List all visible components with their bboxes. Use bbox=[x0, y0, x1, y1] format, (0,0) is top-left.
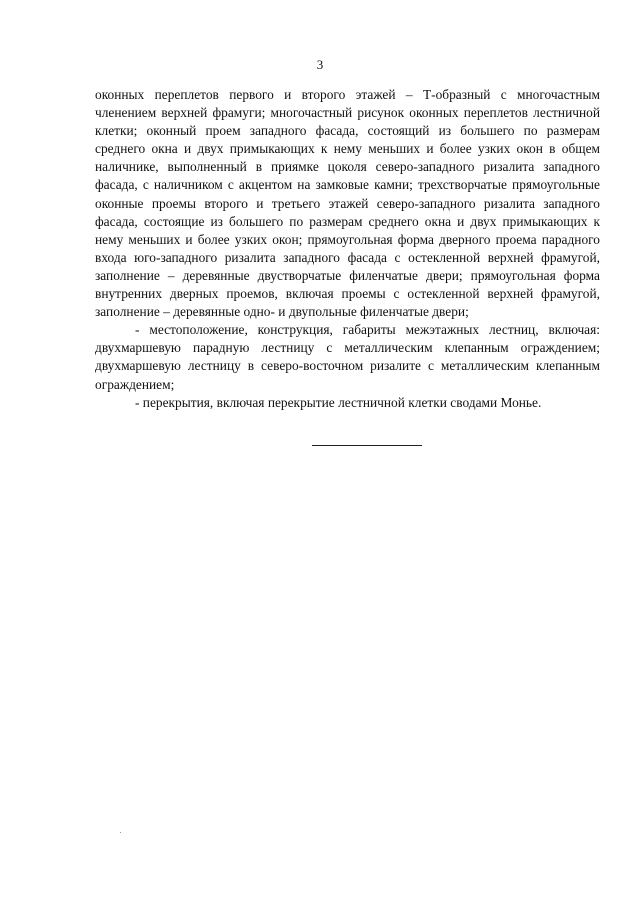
paragraph-windows-doors: оконных переплетов первого и второго этажей – Т-образный с многочастным членением верхней фрамуги; многочастный рисунок оконных переплетов лестничной клетки; оконный проем западного фасада, состоящий из большего по размерам среднего окна и двух примыкающих к нему меньших и более узких окон в общем наличнике, выполненный в приямке цоколя северо-западного ризалита западного фасада, с наличником с акцентом на замковые камни; трехстворчатые прямоугольные оконные проемы второго и третьего этажей северо-западного ризалита западного фасада, состоящие из большего по размерам среднего окна и двух примыкающих к нему меньших и более узких окон; прямоугольная форма дверного проема парадного входа юго-западного ризалита западного фасада с остекленной верхней фрамугой, заполнение – деревянные двустворчатые филенчатые двери; прямоугольная форма внутренних дверных проемов, включая проемы с остекленной верхней фрамугой, заполнение – деревянные одно- и двупольные филенчатые двери; bbox=[95, 87, 600, 320]
end-of-text-line bbox=[312, 445, 422, 446]
paragraph-floors: - перекрытия, включая перекрытие лестничной клетки сводами Монье. bbox=[135, 394, 542, 410]
paragraph-staircases: - местоположение, конструкция, габариты межэтажных лестниц, включая: двухмаршевую парадную лестницу с металлическим клепанным ограждением; двухмаршевую лестницу в северо-восточном ризалите с металлическим клепанным ограждением; bbox=[95, 322, 600, 392]
document-body bbox=[95, 86, 600, 412]
page-number: 3 bbox=[316, 57, 324, 72]
scan-speck bbox=[120, 832, 121, 833]
